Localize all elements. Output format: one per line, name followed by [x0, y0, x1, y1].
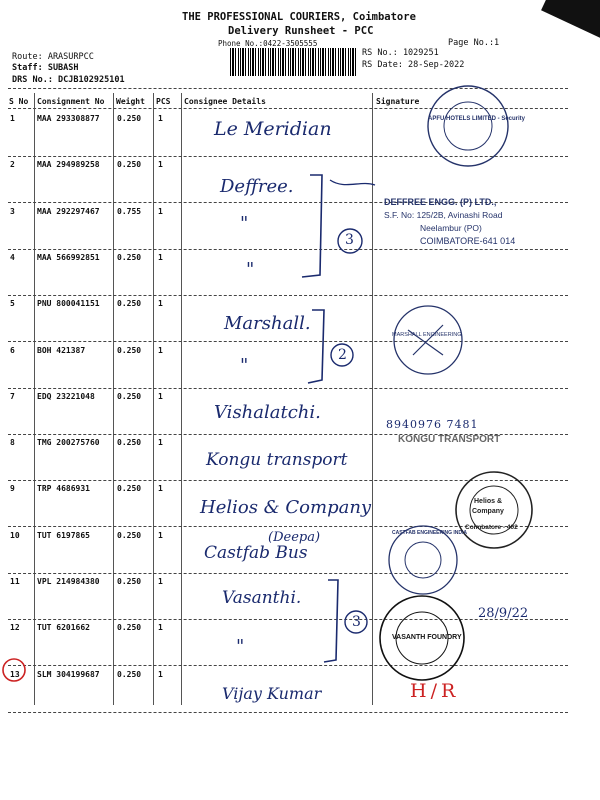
row-sno: 5: [10, 299, 15, 308]
rs-number: RS No.: 1029251: [362, 48, 439, 58]
vasanth-stamp: VASANTH FOUNDRY: [392, 634, 462, 641]
hw-consignee-10: Castfab Bus: [204, 543, 308, 563]
hw-hr: H/R: [410, 680, 460, 702]
row-weight: 0.250: [117, 299, 142, 308]
row-weight: 0.250: [117, 114, 142, 123]
row-pcs: 1: [158, 207, 163, 216]
row-sno: 6: [10, 346, 15, 355]
row-sno: 2: [10, 160, 15, 169]
row-consignment: MAA 566992851: [37, 253, 100, 262]
row-weight: 0.250: [117, 392, 142, 401]
row-consignment: MAA 292297467: [37, 207, 100, 216]
deffree-stamp-1: DEFFREE ENGG. (P) LTD.,: [384, 197, 497, 207]
castfab-stamp: CASTFAB ENGINEERING INDIA: [392, 530, 468, 536]
row-consignment: TUT 6197865: [37, 531, 90, 540]
col-signature: Signature: [376, 97, 420, 106]
hw-consignee-6: ": [240, 355, 249, 376]
col-consignment: Consignment No: [37, 97, 105, 106]
sheet-subtitle: Delivery Runsheet - PCC: [228, 25, 374, 37]
row-divider: [8, 665, 568, 666]
row-divider: [8, 712, 568, 713]
bracket-num-1: 3: [345, 232, 354, 248]
row-sno: 11: [10, 577, 20, 586]
row-consignment: BOH 421387: [37, 346, 86, 355]
row-sno: 4: [10, 253, 15, 262]
row-sno: 10: [10, 531, 20, 540]
row-consignment: EDQ 23221048: [37, 392, 95, 401]
row-divider: [8, 388, 568, 389]
row-pcs: 1: [158, 670, 163, 679]
bracket-num-3: 3: [352, 614, 361, 630]
row-pcs: 1: [158, 484, 163, 493]
row-sno: 9: [10, 484, 15, 493]
hw-consignee-12: ": [236, 636, 245, 657]
row-sno: 8: [10, 438, 15, 447]
deffree-stamp-4: COIMBATORE-641 014: [420, 236, 516, 246]
row-consignment: SLM 304199687: [37, 670, 100, 679]
phone-number: Phone No.:0422-3505555: [218, 39, 318, 48]
deffree-stamp-3: Neelambur (PO): [420, 223, 482, 233]
drs-number: DRS No.: DCJB102925101: [12, 75, 125, 85]
row-weight: 0.250: [117, 484, 142, 493]
route: Route: ARASURPCC: [12, 52, 94, 62]
hw-consignee-7: Vishalatchi.: [214, 402, 321, 423]
marshall-stamp-ring: [388, 300, 468, 380]
row-consignment: MAA 293308877: [37, 114, 100, 123]
row-divider: [8, 341, 568, 342]
marshall-stamp: MARSHALL ENGINEERING: [392, 332, 462, 338]
kongu-stamp: KONGU TRANSPORT: [398, 434, 501, 445]
row-sno: 13: [10, 670, 20, 679]
row-weight: 0.250: [117, 253, 142, 262]
col-sno: S No: [9, 97, 29, 106]
apfu-stamp: APFU HOTELS LIMITED - Security: [428, 116, 526, 122]
helios-stamp-1: Helios &: [474, 498, 503, 505]
row-weight: 0.250: [117, 623, 142, 632]
col-weight: Weight: [116, 97, 145, 106]
row-sno: 12: [10, 623, 20, 632]
col-consignee: Consignee Details: [184, 97, 266, 106]
col-pcs: PCS: [156, 97, 171, 106]
hw-sig-date: 28/9/22: [478, 606, 529, 621]
row-pcs: 1: [158, 299, 163, 308]
row-pcs: 1: [158, 160, 163, 169]
hw-consignee-5: Marshall.: [224, 313, 311, 334]
rs-date: RS Date: 28-Sep-2022: [362, 60, 465, 70]
row-13-circle: [0, 656, 28, 684]
row-divider: [8, 573, 568, 574]
hw-consignee-9: Helios & Company: [200, 497, 372, 518]
helios-stamp-2: Company: [472, 508, 504, 515]
row-divider: [8, 249, 568, 250]
row-pcs: 1: [158, 577, 163, 586]
row-pcs: 1: [158, 253, 163, 262]
row-divider: [8, 295, 568, 296]
bracket-num-2: 2: [338, 347, 347, 363]
row-pcs: 1: [158, 438, 163, 447]
hw-consignee-2: Deffree.: [220, 176, 294, 197]
barcode: [230, 48, 358, 76]
row-consignment: TUT 6201662: [37, 623, 90, 632]
row-weight: 0.250: [117, 438, 142, 447]
hw-phone: 8940976 7481: [386, 418, 479, 431]
row-pcs: 1: [158, 392, 163, 401]
row-sno: 3: [10, 207, 15, 216]
row-weight: 0.250: [117, 670, 142, 679]
page-number: Page No.:1: [448, 38, 500, 48]
row-weight: 0.250: [117, 346, 142, 355]
scan-corner: [541, 0, 600, 44]
row-weight: 0.250: [117, 577, 142, 586]
hw-consignee-3: ": [240, 213, 249, 234]
deffree-stamp-2: S.F. No: 125/2B, Avinashi Road: [384, 210, 503, 220]
row-weight: 0.755: [117, 207, 142, 216]
row-pcs: 1: [158, 346, 163, 355]
row-consignment: VPL 214984380: [37, 577, 100, 586]
apfu-stamp-ring: [420, 78, 520, 178]
row-consignment: PNU 800041151: [37, 299, 100, 308]
row-sno: 7: [10, 392, 15, 401]
hw-consignee-13: Vijay Kumar: [222, 684, 322, 703]
hw-consignee-11: Vasanthi.: [222, 588, 302, 608]
helios-stamp-3: Coimbatore - 402: [465, 524, 518, 531]
hw-deepa: (Deepa): [268, 530, 321, 545]
company-title: THE PROFESSIONAL COURIERS, Coimbatore: [182, 11, 416, 23]
row-consignment: MAA 294989258: [37, 160, 100, 169]
row-pcs: 1: [158, 114, 163, 123]
hw-consignee-1: Le Meridian: [214, 118, 332, 140]
hw-consignee-4: ": [246, 259, 255, 280]
row-weight: 0.250: [117, 531, 142, 540]
row-consignment: TRP 4686931: [37, 484, 90, 493]
row-pcs: 1: [158, 623, 163, 632]
row-sno: 1: [10, 114, 15, 123]
row-weight: 0.250: [117, 160, 142, 169]
brackets: [290, 165, 380, 725]
row-pcs: 1: [158, 531, 163, 540]
row-consignment: TMG 200275760: [37, 438, 100, 447]
hw-consignee-8: Kongu transport: [206, 450, 348, 470]
staff: Staff: SUBASH: [12, 63, 79, 73]
